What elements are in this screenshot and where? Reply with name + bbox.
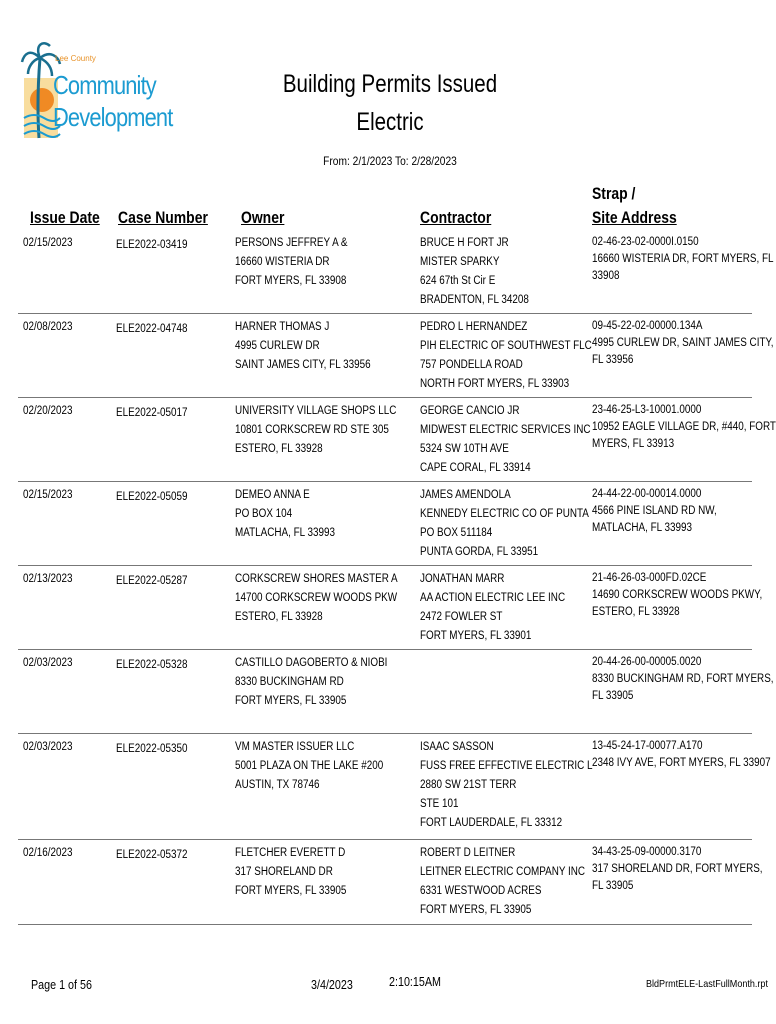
case-number: ELE2022-04748	[116, 323, 188, 335]
owner-block	[235, 486, 335, 543]
site-address-line: FL 33905	[592, 690, 634, 702]
contractor-line: 757 PONDELLA ROAD	[420, 359, 523, 371]
owner-line: UNIVERSITY VILLAGE SHOPS LLC	[235, 405, 397, 417]
contractor-line: PUNTA GORDA, FL 33951	[420, 546, 539, 558]
logo-community-text: Community	[53, 70, 156, 100]
owner-line: CORKSCREW SHORES MASTER A	[235, 573, 398, 585]
owner-block	[235, 738, 383, 795]
contractor-line: FUSS FREE EFFECTIVE ELECTRIC L	[420, 760, 593, 772]
owner-line: 14700 CORKSCREW WOODS PKW	[235, 592, 398, 604]
strap-site-block	[592, 738, 771, 772]
footer-print-time: 2:10:15AM	[389, 975, 442, 989]
contractor-block	[420, 486, 589, 562]
owner-line: PO BOX 104	[235, 508, 293, 520]
contractor-line: PIH ELECTRIC OF SOUTHWEST FLC	[420, 340, 592, 352]
row-divider	[18, 924, 752, 925]
report-title: Building Permits Issued	[282, 70, 498, 98]
header-issue-date: Issue Date	[30, 208, 100, 227]
site-address-line: 14690 CORKSCREW WOODS PKWY,	[592, 589, 763, 601]
strap-site-block	[592, 234, 774, 285]
owner-block	[235, 234, 347, 291]
header-owner: Owner	[241, 208, 285, 227]
contractor-line: JAMES AMENDOLA	[420, 489, 511, 501]
contractor-line: AA ACTION ELECTRIC LEE INC	[420, 592, 566, 604]
case-number: ELE2022-05372	[116, 849, 188, 861]
owner-line: 317 SHORELAND DR	[235, 866, 333, 878]
strap-site-block	[592, 318, 774, 369]
logo-development-text: Development	[53, 102, 173, 132]
contractor-line: 6331 WESTWOOD ACRES	[420, 885, 542, 897]
contractor-block	[420, 402, 591, 478]
owner-line: 8330 BUCKINGHAM RD	[235, 676, 344, 688]
issue-date: 02/13/2023	[23, 573, 73, 585]
issue-date: 02/15/2023	[23, 237, 73, 249]
site-address-line: 317 SHORELAND DR, FORT MYERS,	[592, 863, 763, 875]
owner-line: 16660 WISTERIA DR	[235, 256, 330, 268]
case-number: ELE2022-03419	[116, 239, 188, 251]
strap-site-block	[592, 486, 755, 537]
owner-line: AUSTIN, TX 78746	[235, 779, 320, 791]
contractor-line: 5324 SW 10TH AVE	[420, 443, 509, 455]
row-divider	[18, 733, 752, 734]
case-number: ELE2022-05017	[116, 407, 188, 419]
row-divider	[18, 397, 752, 398]
contractor-line: 2880 SW 21ST TERR	[420, 779, 517, 791]
owner-line: ESTERO, FL 33928	[235, 443, 323, 455]
strap-number: 24-44-22-00-00014.0000	[592, 488, 702, 500]
contractor-line: STE 101	[420, 798, 459, 810]
site-address-line: FL 33905	[592, 880, 634, 892]
contractor-line: PEDRO L HERNANDEZ	[420, 321, 528, 333]
site-address-line: FL 33956	[592, 354, 634, 366]
owner-line: SAINT JAMES CITY, FL 33956	[235, 359, 371, 371]
issue-date: 02/15/2023	[23, 489, 73, 501]
contractor-line: LEITNER ELECTRIC COMPANY INC	[420, 866, 586, 878]
site-address-line: MATLACHA, FL 33993	[592, 522, 693, 534]
contractor-block	[420, 234, 529, 310]
row-divider	[18, 839, 752, 840]
owner-block	[235, 844, 346, 901]
site-address-line: 4566 PINE ISLAND RD NW,	[592, 505, 717, 517]
header-site-address: Site Address	[592, 208, 677, 227]
strap-site-block	[592, 654, 774, 705]
footer-print-date: 3/4/2023	[311, 978, 353, 992]
contractor-line: CAPE CORAL, FL 33914	[420, 462, 531, 474]
contractor-line: MIDWEST ELECTRIC SERVICES INC	[420, 424, 591, 436]
strap-number: 02-46-23-02-0000I.0150	[592, 236, 699, 248]
site-address-line: 2348 IVY AVE, FORT MYERS, FL 33907	[592, 757, 771, 769]
strap-number: 13-45-24-17-00077.A170	[592, 740, 703, 752]
row-divider	[18, 649, 752, 650]
header-strap: Strap /	[592, 184, 636, 203]
owner-line: 10801 CORKSCREW RD STE 305	[235, 424, 389, 436]
owner-line: 4995 CURLEW DR	[235, 340, 320, 352]
owner-line: FORT MYERS, FL 33908	[235, 275, 347, 287]
strap-number: 09-45-22-02-00000.134A	[592, 320, 703, 332]
contractor-line: BRUCE H FORT JR	[420, 237, 509, 249]
issue-date: 02/03/2023	[23, 657, 73, 669]
header-case-number: Case Number	[118, 208, 208, 227]
owner-block	[235, 570, 398, 627]
case-number: ELE2022-05287	[116, 575, 188, 587]
contractor-line: MISTER SPARKY	[420, 256, 500, 268]
site-address-line: 4995 CURLEW DR, SAINT JAMES CITY,	[592, 337, 774, 349]
owner-line: PERSONS JEFFREY A &	[235, 237, 348, 249]
contractor-line: GEORGE CANCIO JR	[420, 405, 520, 417]
contractor-line: 2472 FOWLER ST	[420, 611, 503, 623]
strap-number: 20-44-26-00-00005.0020	[592, 656, 702, 668]
issue-date: 02/08/2023	[23, 321, 73, 333]
contractor-block	[420, 570, 565, 646]
contractor-line: PO BOX 511184	[420, 527, 493, 539]
row-divider	[18, 565, 752, 566]
owner-line: MATLACHA, FL 33993	[235, 527, 336, 539]
logo-lee-county-text: Lee County	[55, 54, 96, 63]
owner-block	[235, 654, 387, 711]
contractor-block	[420, 844, 585, 920]
case-number: ELE2022-05350	[116, 743, 188, 755]
owner-line: ESTERO, FL 33928	[235, 611, 323, 623]
strap-site-block	[592, 570, 763, 621]
site-address-line: MYERS, FL 33913	[592, 438, 675, 450]
contractor-line: FORT MYERS, FL 33905	[420, 904, 532, 916]
owner-block	[235, 402, 396, 459]
contractor-line: FORT MYERS, FL 33901	[420, 630, 532, 642]
owner-line: HARNER THOMAS J	[235, 321, 330, 333]
contractor-block	[420, 318, 592, 394]
owner-line: VM MASTER ISSUER LLC	[235, 741, 355, 753]
header-contractor: Contractor	[420, 208, 492, 227]
contractor-line: JONATHAN MARR	[420, 573, 505, 585]
issue-date: 02/20/2023	[23, 405, 73, 417]
owner-line: FLETCHER EVERETT D	[235, 847, 346, 859]
owner-line: CASTILLO DAGOBERTO & NIOBI	[235, 657, 388, 669]
site-address-line: ESTERO, FL 33928	[592, 606, 680, 618]
owner-line: FORT MYERS, FL 33905	[235, 695, 347, 707]
strap-site-block	[592, 844, 763, 895]
contractor-line: ISAAC SASSON	[420, 741, 494, 753]
owner-line: 5001 PLAZA ON THE LAKE #200	[235, 760, 384, 772]
row-divider	[18, 481, 752, 482]
contractor-line: FORT LAUDERDALE, FL 33312	[420, 817, 563, 829]
strap-number: 21-46-26-03-000FD.02CE	[592, 572, 707, 584]
contractor-line: 624 67th St Cir E	[420, 275, 496, 287]
footer-page-number: Page 1 of 56	[31, 978, 92, 992]
row-divider	[18, 313, 752, 314]
site-address-line: 8330 BUCKINGHAM RD, FORT MYERS,	[592, 673, 774, 685]
strap-site-block	[592, 402, 776, 453]
footer-report-name: BldPrmtELE-LastFullMonth.rpt	[646, 978, 768, 990]
contractor-line: ROBERT D LEITNER	[420, 847, 516, 859]
contractor-line: NORTH FORT MYERS, FL 33903	[420, 378, 570, 390]
owner-line: FORT MYERS, FL 33905	[235, 885, 347, 897]
contractor-line: KENNEDY ELECTRIC CO OF PUNTA	[420, 508, 589, 520]
date-range: From: 2/1/2023 To: 2/28/2023	[323, 154, 457, 168]
report-subtitle: Electric	[356, 108, 424, 136]
issue-date: 02/03/2023	[23, 741, 73, 753]
contractor-block	[420, 738, 593, 833]
owner-line: DEMEO ANNA E	[235, 489, 310, 501]
contractor-line: BRADENTON, FL 34208	[420, 294, 529, 306]
site-address-line: 33908	[592, 270, 620, 282]
strap-number: 34-43-25-09-00000.3170	[592, 846, 702, 858]
site-address-line: 10952 EAGLE VILLAGE DR, #440, FORT	[592, 421, 776, 433]
owner-block	[235, 318, 371, 375]
case-number: ELE2022-05328	[116, 659, 188, 671]
site-address-line: 16660 WISTERIA DR, FORT MYERS, FL	[592, 253, 774, 265]
issue-date: 02/16/2023	[23, 847, 73, 859]
case-number: ELE2022-05059	[116, 491, 188, 503]
strap-number: 23-46-25-L3-10001.0000	[592, 404, 702, 416]
